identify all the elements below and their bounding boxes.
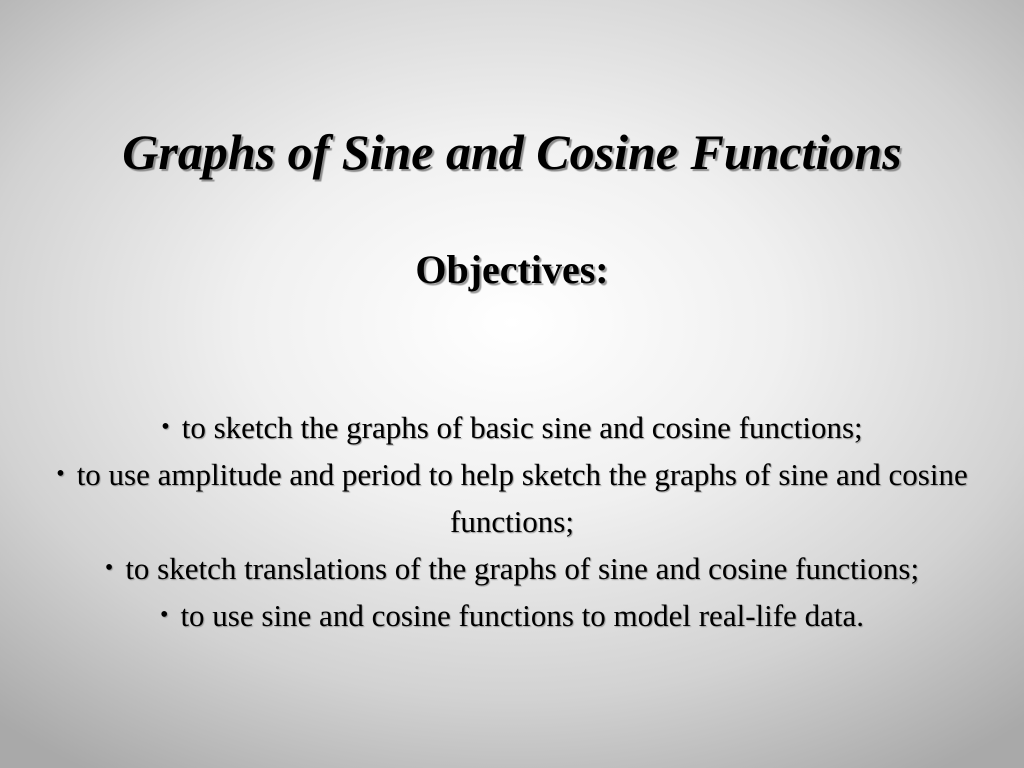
- slide-title: Graphs of Sine and Cosine Functions: [122, 124, 902, 180]
- objective-item: [0, 451, 1024, 545]
- objective-text: to sketch the graphs of basic sine and cosine functions;: [181, 410, 863, 445]
- objective-text: to sketch translations of the graphs of sine and cosine functions;: [125, 551, 920, 586]
- objective-text: to use amplitude and period to help sketch the graphs of sine and cosine functions;: [76, 457, 968, 539]
- slide-subtitle: Objectives:: [415, 247, 609, 292]
- objective-item: [0, 404, 1024, 451]
- objectives-list: [0, 404, 1024, 639]
- bullet-icon: •: [56, 461, 65, 487]
- bullet-icon: •: [104, 555, 114, 581]
- objective-item: [0, 592, 1024, 639]
- objective-text: to use sine and cosine functions to model real-life data.: [180, 598, 864, 633]
- bullet-icon: •: [161, 414, 170, 440]
- objective-item: [0, 545, 1024, 592]
- bullet-icon: •: [160, 602, 169, 628]
